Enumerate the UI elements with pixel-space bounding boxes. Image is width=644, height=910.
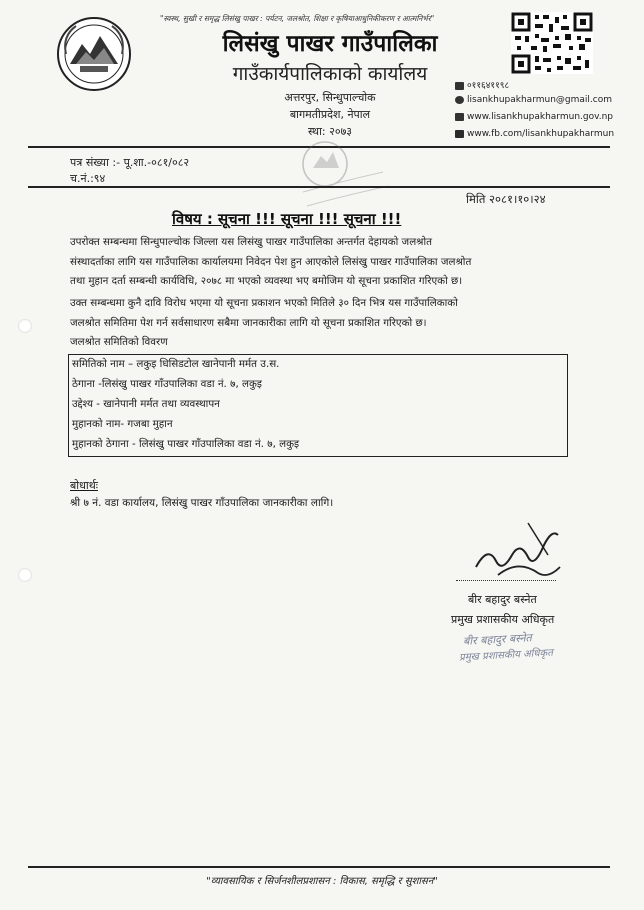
address-line-2: बागमतीप्रदेश, नेपाल [289,108,371,121]
signatory-title: प्रमुख प्रशासकीय अधिकृत [451,613,555,626]
cc-label: बोधार्थः [70,479,98,492]
body-paragraph-1 [70,233,566,292]
paragraph-line: जलश्रोत समितिमा पेश गर्न सर्वसाधारण सबैमा जानकारीका लागि यो सूचना प्रकाशित गरिएको छ। [70,316,427,329]
web-icon [455,113,464,121]
paragraph-line: संस्थादर्ताका लागि यस गाउँपालिका कार्यालयमा निवेदन पेश हुन आएकोले लिसंखु पाखर गाउँपालिका जलश्रोत [70,255,472,268]
phone-icon [455,82,464,90]
detail-address: ठेगाना -लिसंखु पाखर गाँउपालिका वडा नं. ७, लकुइ [72,378,262,390]
office-seal-stamp [283,132,395,220]
signature-line [456,580,556,581]
contact-facebook [455,129,614,139]
email-icon [455,96,464,104]
footer-slogan: "व्यावसायिक र सिर्जनशीलप्रशासन : विकास, समृद्धि र सुशासन" [206,876,438,887]
letter-number: पत्र संख्या :- पू.शा.-०८१/०८२ [70,156,190,169]
footer-divider [28,866,610,868]
municipality-emblem-icon [56,16,132,92]
header-motto: "स्वस्थ, सुखी र समृद्ध लिसंखु पाखर : पर्यटन, जलश्रोत, शिक्षा र कृषियाआधुनिकीकरण र आत्मनिर्भर" [160,14,435,23]
contact-email [455,95,612,105]
office-title: गाउँकार्यपालिकाको कार्यालय [232,63,428,85]
punch-hole [18,319,32,333]
letter-date: मिति २०८१।१०।२४ [466,192,546,206]
detail-committee-name: समितिको नाम – लकुइ धिसिडटोल खानेपानी मर्मत उ.स. [72,358,280,370]
qr-code-icon [511,12,593,74]
email-address: lisankhupakharmun@gmail.com [467,95,612,105]
handwritten-signature [468,515,566,587]
paragraph-line: तथा मुहान दर्ता सम्बन्धी कार्यविधि, २०७८ मा भएको व्यवस्था भए बमोजिम यो सूचना प्रकाशित गरिएको छ। [70,275,463,287]
facebook-url: www.fb.com/lisankhupakharmun [467,129,615,139]
dispatch-number: च.नं.:९४ [70,172,106,185]
cc-recipient: श्री ७ नं. वडा कार्यालय, लिसंखु पाखर गाँउपालिका जानकारीका लागि। [70,497,334,509]
municipality-title: लिसंखु पाखर गाउँपालिका [222,31,438,57]
address-line-1: अत्तरपुर, सिन्धुपाल्चोक [284,91,376,104]
paragraph-line: उपरोक्त सम्बन्धमा सिन्धुपाल्चोक जिल्ला यस लिसंखु पाखर गाउँपालिका अन्तर्गत देहायको जलश्रोत [70,236,433,248]
detail-objective: उद्देश्य - खानेपानी मर्मत तथा व्यवस्थापन [72,398,220,410]
website-url: www.lisankhupakharmun.gov.np [467,112,614,122]
subject-heading: विषय : सूचना !!! सूचना !!! सूचना !!! [172,210,402,228]
phone-number: ०११६४११९८ [467,81,510,91]
paragraph-line: उक्त सम्बन्धमा कुनै दावि विरोध भएमा यो सूचना प्रकाशन भएको मितिले ३० दिन भित्र यस गाउँपालिकाको [70,297,458,309]
detail-source-name: मुहानको नाम- गजबा मुहान [72,418,173,430]
signatory-name: बीर बहादुर बस्नेत [468,593,537,606]
established-year: स्था: २०७३ [307,125,353,138]
facebook-icon [455,130,464,138]
punch-hole [18,568,32,582]
details-heading: जलश्रोत समितिको विवरण [70,336,168,348]
name-stamp: बीर बहादुर बस्नेत [462,631,533,648]
title-stamp: प्रमुख प्रशासकीय अधिकृत [458,647,554,664]
detail-source-address: मुहानको ठेगाना - लिसंखु पाखर गाँउपालिका वडा नं. ७, लकुइ [72,438,300,450]
reference-divider [28,186,610,188]
body-paragraph-2 [70,294,566,333]
contact-phone [455,78,509,91]
contact-website [455,112,613,122]
